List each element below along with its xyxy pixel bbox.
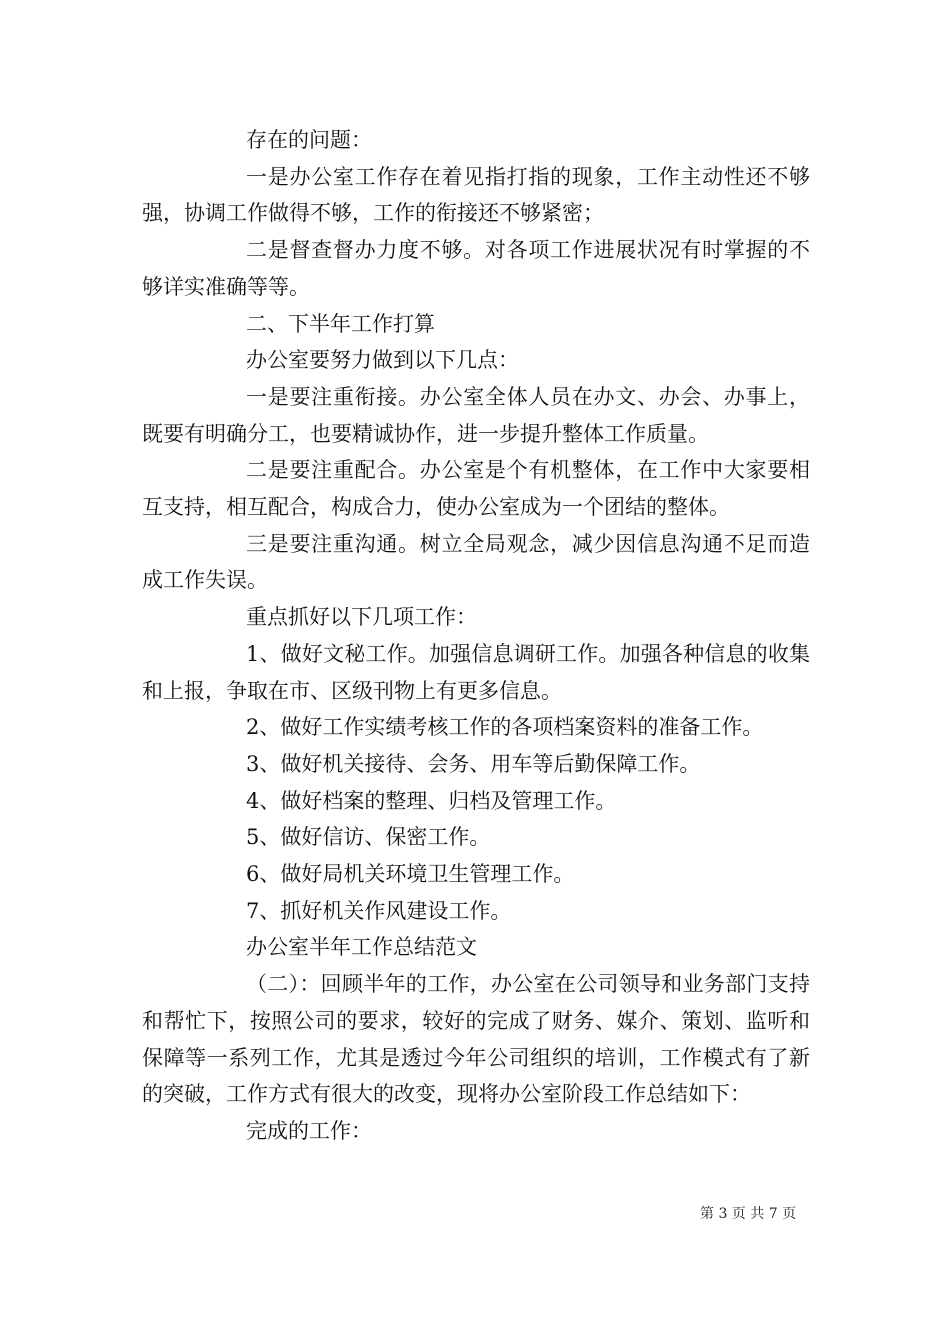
paragraph: 二是督查督办力度不够。对各项工作进展状况有时掌握的不够详实准确等等。: [142, 238, 810, 299]
paragraph: 重点抓好以下几项工作：: [246, 605, 477, 630]
paragraph: 办公室要努力做到以下几点：: [246, 348, 519, 373]
paragraph: 完成的工作：: [246, 1118, 372, 1143]
list-item: 6、做好局机关环境卫生管理工作。: [246, 862, 575, 887]
list-item: 3、做好机关接待、会务、用车等后勤保障工作。: [246, 751, 701, 776]
page-number: 第 3 页 共 7 页: [700, 1206, 797, 1222]
list-item: 7、抓好机关作风建设工作。: [246, 898, 512, 923]
paragraph: 一是办公室工作存在着见指打指的现象，工作主动性还不够强，协调工作做得不够，工作的衔接还不够紧密；: [142, 164, 810, 226]
paragraph: 二是要注重配合。办公室是个有机整体，在工作中大家要相互支持，相互配合，构成合力，使办公室成为一个团结的整体。: [142, 458, 810, 520]
document-title: 办公室半年工作总结范文: [246, 935, 477, 960]
list-item: 1、做好文秘工作。加强信息调研工作。加强各种信息的收集和上报，争取在市、区级刊物上有更多信息。: [142, 641, 810, 703]
section-heading: 二、下半年工作打算: [246, 311, 435, 336]
list-item: 5、做好信访、保密工作。: [246, 825, 491, 850]
paragraph: （二）：回顾半年的工作，办公室在公司领导和业务部门支持和帮忙下，按照公司的要求，较好的完成了财务、媒介、策划、监听和保障等一系列工作，尤其是透过今年公司组织的培训，工作模式有了新的突破，工作方式有很大的改变，现将办公室阶段工作总结如下：: [142, 972, 810, 1107]
list-item: 2、做好工作实绩考核工作的各项档案资料的准备工作。: [246, 715, 764, 740]
paragraph: 存在的问题：: [246, 128, 372, 152]
paragraph: 一是要注重衔接。办公室全体人员在办文、办会、办事上，既要有明确分工，也要精诚协作，进一步提升整体工作质量。: [142, 384, 810, 446]
document-body: [142, 122, 810, 1150]
paragraph: 三是要注重沟通。树立全局观念，减少因信息沟通不足而造成工作失误。: [142, 531, 810, 593]
list-item: 4、做好档案的整理、归档及管理工作。: [246, 788, 617, 813]
